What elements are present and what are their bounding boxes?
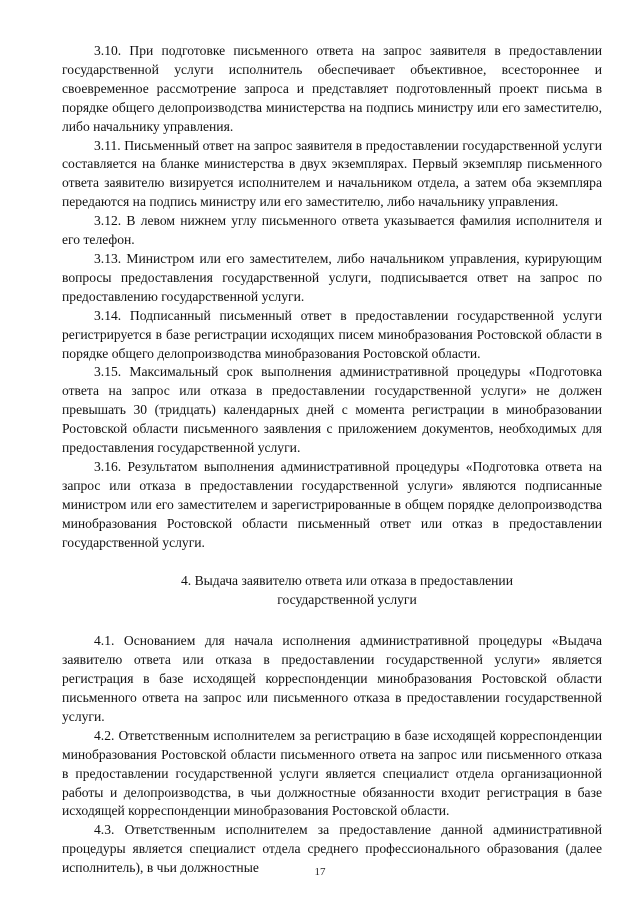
section-heading-line-1: 4. Выдача заявителю ответа или отказа в предоставлении	[181, 573, 513, 589]
paragraph-4-1: 4.1. Основанием для начала исполнения административной процедуры «Выдача заявителю ответа или отказа в предоставлении государственной услуги» является регистрация в базе исходящей корреспонденции минобразования Ростовской области письменного ответа на запрос или письменного отказа в предоставлении государственной услуги.	[62, 633, 602, 724]
paragraph-4-3: 4.3. Ответственным исполнителем за предоставление данной административной процедуры является специалист отдела среднего профессионального образования (далее исполнитель), в чьи должностные	[62, 822, 602, 876]
paragraph-3-14: 3.14. Подписанный письменный ответ в предоставлении государственной услуги регистрируется в базе регистрации исходящих писем минобразования Ростовской области в порядке общего делопроизводства минобразования Ростовской области.	[62, 307, 602, 361]
section-heading	[62, 572, 602, 610]
page-number: 17	[314, 866, 326, 878]
paragraph-3-15: 3.15. Максимальный срок выполнения административной процедуры «Подготовка ответа на запрос или отказа в предоставлении государственной услуги» не должен превышать 30 (тридцать) календарных дней с момента регистрации в минобразовании Ростовской области письменного заявления с приложением документов, необходимых для предоставления государственной услуги.	[62, 364, 602, 456]
document-page	[62, 42, 602, 878]
paragraph-3-13: 3.13. Министром или его заместителем, либо начальником управления, курирующим вопросы предоставления государственной услуги, подписывается ответ на запрос по предоставлению государственной услуги.	[62, 250, 602, 304]
paragraph-3-11: 3.11. Письменный ответ на запрос заявителя в предоставлении государственной услуги составляется на бланке министерства в двух экземплярах. Первый экземпляр письменного ответа заявителю визируется исполнителем и начальником отдела, а затем оба экземпляра передаются на подпись министру или его заместителю, либо начальнику управления.	[62, 137, 602, 210]
paragraph-3-16: 3.16. Результатом выполнения административной процедуры «Подготовка ответа на запрос или отказа в предоставлении государственной услуги» являются подписанные министром или его заместителем и зарегистрированные в общем порядке делопроизводства минобразования Ростовской области письменный ответ или отказ в предоставлении государственной услуги.	[62, 458, 602, 550]
paragraph-3-12: 3.12. В левом нижнем углу письменного ответа указывается фамилия исполнителя и его телефон.	[62, 213, 602, 248]
paragraph-4-2: 4.2. Ответственным исполнителем за регистрацию в базе исходящей корреспонденции минобразования Ростовской области письменного ответа на запрос или письменного отказа в предоставлении государственной услуги является специалист отдела организационной работы и делопроизводства, в чьи должностные обязанности входит регистрация в базе исходящей корреспонденции минобразования Ростовской области.	[62, 727, 602, 819]
section-heading-line-2: государственной услуги	[277, 592, 417, 608]
paragraph-3-10: 3.10. При подготовке письменного ответа на запрос заявителя в предоставлении государственной услуги исполнитель обеспечивает объективное, всестороннее и своевременное рассмотрение запроса и представляет подготовленный проект письма в порядке общего делопроизводства министерства на подпись министру или его заместителю, либо начальнику управления.	[62, 43, 602, 134]
